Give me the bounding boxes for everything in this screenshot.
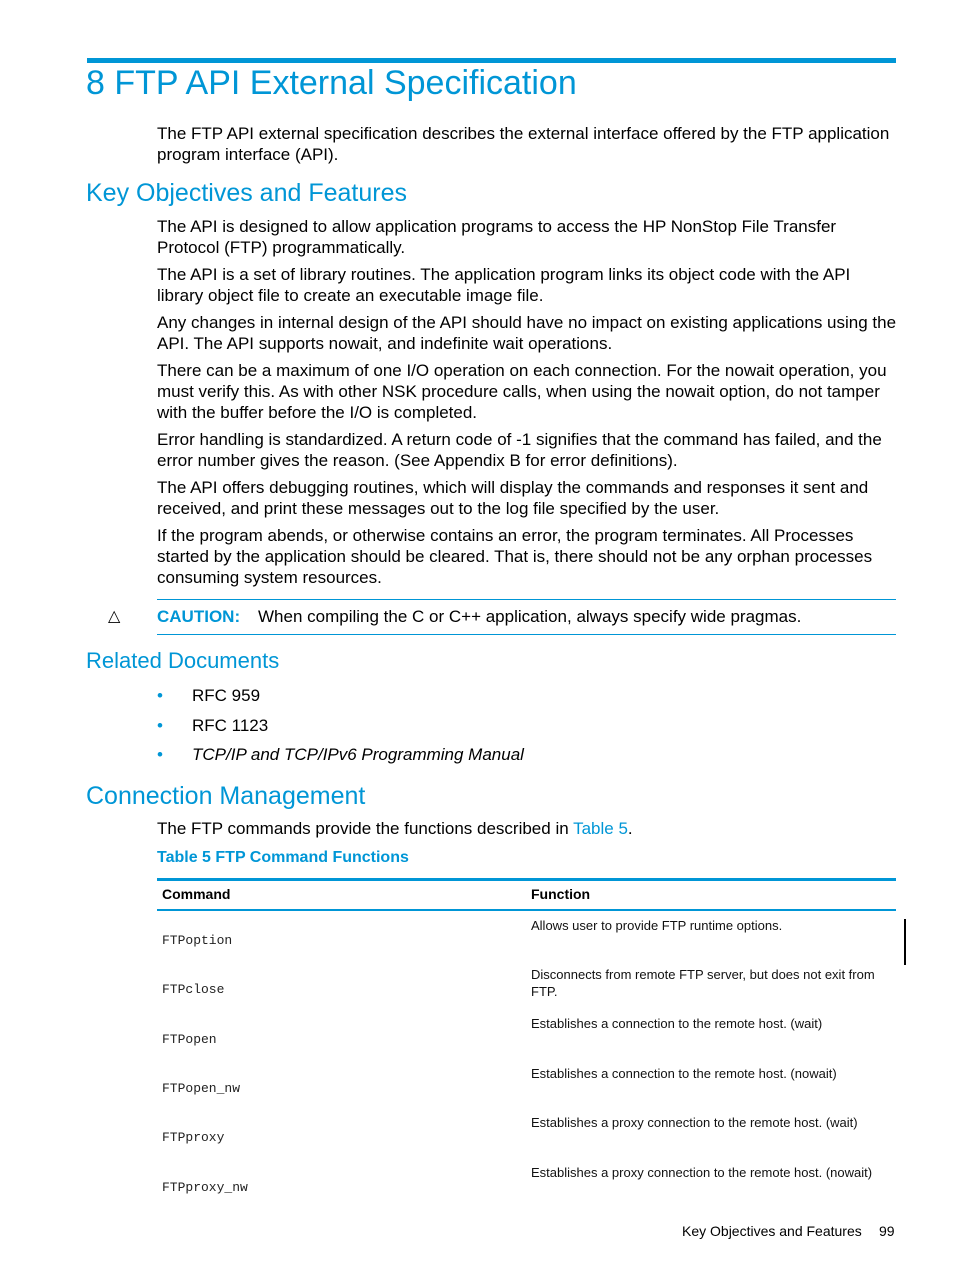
function-cell: Establishes a connection to the remote host. (nowait): [531, 1066, 837, 1081]
caution-rule-top: [157, 599, 896, 600]
table-rule-top: [157, 878, 896, 881]
paragraph: The API is a set of library routines. The application program links its object code with the API library object file to create an executable image file.: [157, 265, 851, 305]
page-number: 99: [879, 1223, 895, 1239]
bullet-icon: •: [157, 745, 163, 764]
function-cell: Establishes a proxy connection to the remote host. (wait): [531, 1115, 858, 1130]
section-title-connection-management: Connection Management: [86, 782, 366, 810]
caution-label: CAUTION:: [157, 607, 241, 626]
function-cell: Disconnects from remote FTP server, but does not exit from FTP.: [531, 967, 875, 999]
caution-text: When compiling the C or C++ application, always specify wide pragmas.: [258, 607, 802, 626]
section-title-key-objectives: Key Objectives and Features: [86, 179, 407, 207]
command-cell: FTPoption: [162, 933, 233, 948]
section-title-related-documents: Related Documents: [86, 648, 280, 673]
connection-intro-end: .: [627, 819, 633, 838]
change-bar: [904, 919, 906, 965]
paragraph: The API is designed to allow application programs to access the HP NonStop File Transfer Protocol (FTP) programmatically.: [157, 217, 837, 257]
command-cell: FTPopen_nw: [162, 1081, 241, 1096]
bullet-icon: •: [157, 686, 163, 705]
chapter-rule: [87, 58, 896, 63]
chapter-title: 8 FTP API External Specification: [86, 64, 577, 102]
command-cell: FTPopen: [162, 1032, 217, 1047]
function-cell: Establishes a proxy connection to the remote host. (nowait): [531, 1165, 873, 1180]
command-cell: FTPclose: [162, 982, 225, 997]
related-doc-item: TCP/IP and TCP/IPv6 Programming Manual: [192, 745, 524, 764]
paragraph: If the program abends, or otherwise contains an error, the program terminates. All Processes started by the application should be cleared. That is, there should not be any orphan processes consuming system resources.: [157, 526, 873, 587]
column-header-function: Function: [531, 886, 591, 902]
related-doc-item: RFC 1123: [192, 716, 269, 735]
table-caption: Table 5 FTP Command Functions: [157, 849, 409, 866]
connection-intro: [157, 818, 897, 839]
command-cell: FTPproxy_nw: [162, 1180, 248, 1195]
bullet-icon: •: [157, 716, 163, 735]
paragraph: Error handling is standardized. A return code of -1 signifies that the command has failed, and the error number gives the reason. (See Appendix B for error definitions).: [157, 430, 882, 470]
intro-paragraph: The FTP API external specification describes the external interface offered by the FTP application program interface (API).: [157, 124, 890, 164]
related-doc-item: RFC 959: [192, 686, 261, 705]
function-cell: Establishes a connection to the remote host. (wait): [531, 1016, 823, 1031]
function-cell: Allows user to provide FTP runtime options.: [531, 918, 783, 933]
command-cell: FTPproxy: [162, 1130, 225, 1145]
table-header-rule: [157, 909, 896, 911]
column-header-command: Command: [162, 886, 231, 902]
connection-intro-text: The FTP commands provide the functions described in: [157, 819, 574, 838]
footer-section-name: Key Objectives and Features: [682, 1223, 862, 1239]
paragraph: The API offers debugging routines, which will display the commands and responses it sent and received, and print these messages out to the log file specified by the user.: [157, 478, 869, 518]
paragraph: There can be a maximum of one I/O operation on each connection. For the nowait operation, you must verify this. As with other NSK procedure calls, when using the nowait option, do not tamper with the buffer before the I/O is completed.: [157, 361, 887, 422]
paragraph: Any changes in internal design of the API should have no impact on existing applications using the API. The API supports nowait, and indefinite wait operations.: [157, 313, 897, 353]
caution-rule-bottom: [157, 634, 896, 635]
table-5-link[interactable]: Table 5: [573, 819, 628, 838]
caution-icon: △: [108, 608, 121, 625]
